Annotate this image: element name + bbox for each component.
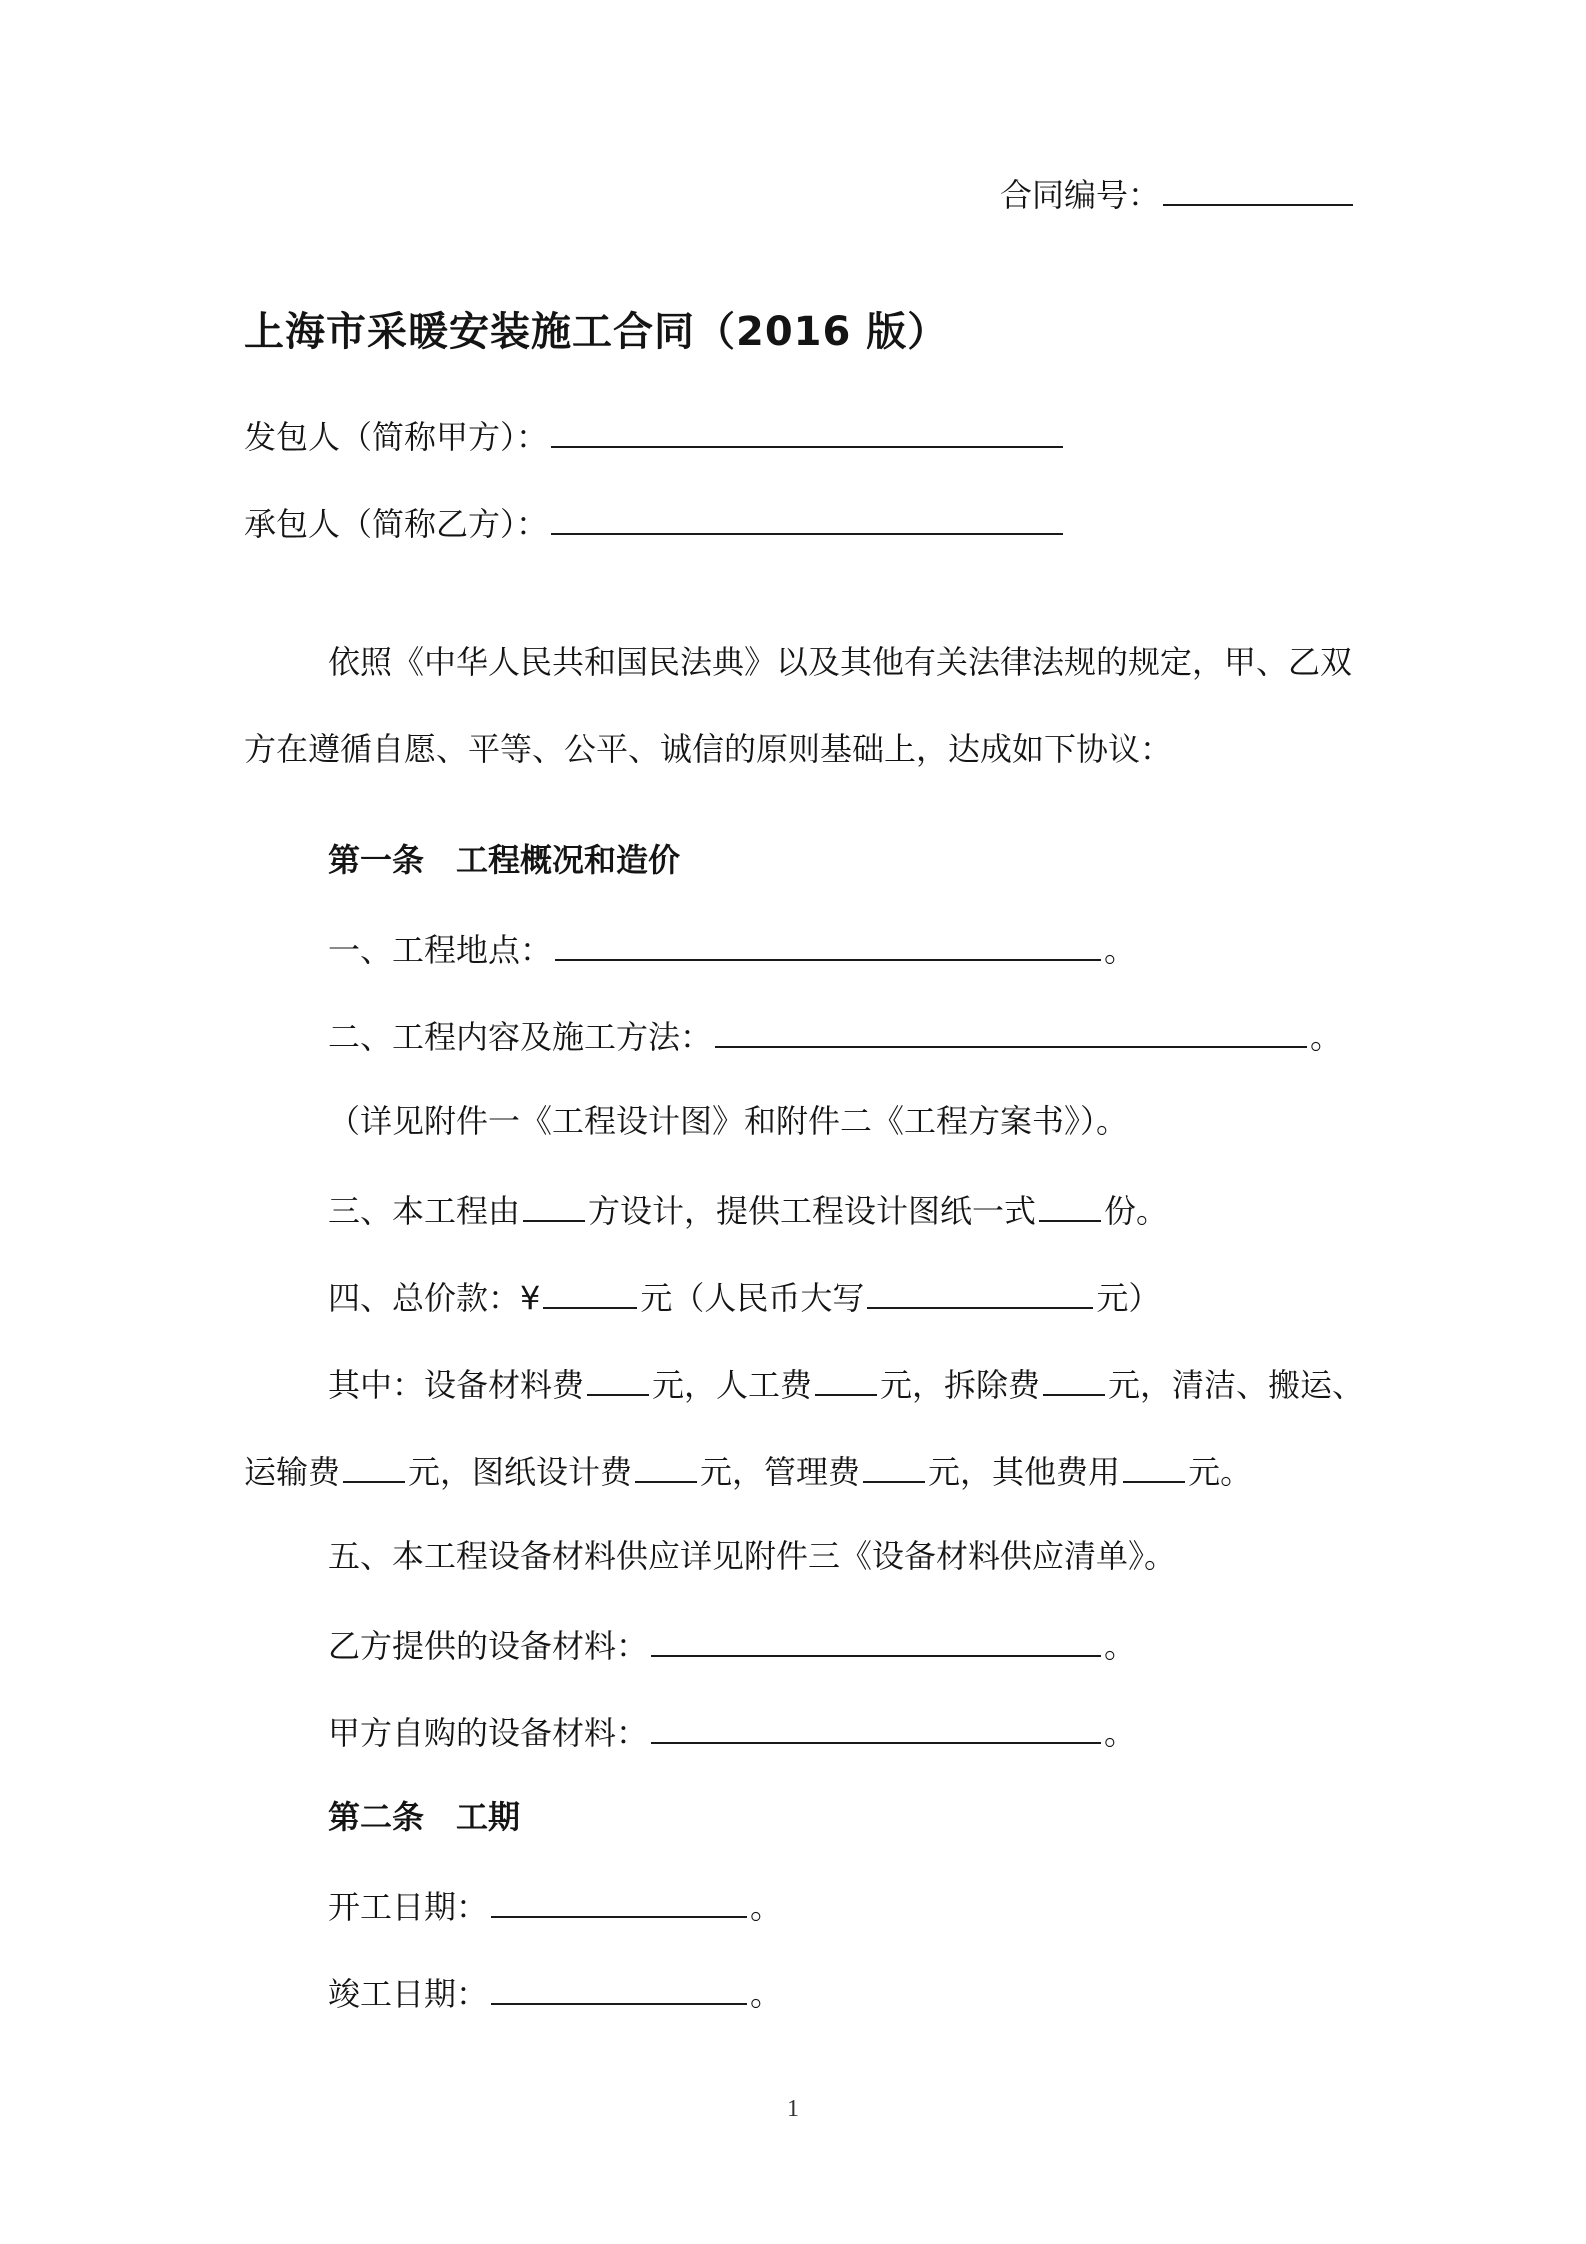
design-party-field[interactable] bbox=[523, 1186, 585, 1222]
content-label: 二、工程内容及施工方法： bbox=[328, 1018, 713, 1056]
management-fee-field[interactable] bbox=[863, 1447, 925, 1483]
party-b-field[interactable] bbox=[551, 499, 1063, 535]
total-price-field[interactable] bbox=[543, 1273, 637, 1309]
page-title: 上海市采暖安装施工合同（2016 版） bbox=[244, 309, 949, 355]
supply-note: 五、本工程设备材料供应详见附件三《设备材料供应清单》。 bbox=[328, 1537, 1177, 1575]
party-b-supply-label: 乙方提供的设备材料： bbox=[328, 1627, 649, 1665]
fees-row-1 bbox=[328, 1360, 1364, 1407]
design-row bbox=[328, 1186, 1168, 1233]
end-date-label: 竣工日期： bbox=[328, 1975, 489, 2013]
party-a-row bbox=[244, 412, 1066, 459]
period: 。 bbox=[1310, 1018, 1343, 1056]
fees2-label-a: 运输费 bbox=[244, 1453, 341, 1491]
fees-label-b: 元，人工费 bbox=[652, 1366, 813, 1404]
party-b-supply-field[interactable] bbox=[651, 1621, 1101, 1657]
period: 。 bbox=[750, 1888, 783, 1926]
article-1-heading: 第一条 工程概况和造价 bbox=[328, 841, 681, 879]
total-price-row bbox=[328, 1273, 1160, 1320]
other-fee-field[interactable] bbox=[1123, 1447, 1185, 1483]
design-fee-field[interactable] bbox=[635, 1447, 697, 1483]
contract-number-row bbox=[1000, 170, 1356, 217]
start-date-field[interactable] bbox=[491, 1882, 747, 1918]
fees-label-d: 元，清洁、搬运、 bbox=[1108, 1366, 1365, 1404]
total-price-label-b: 元（人民币大写 bbox=[640, 1279, 865, 1317]
design-label-c: 份。 bbox=[1104, 1192, 1169, 1230]
party-b-row bbox=[244, 499, 1066, 546]
end-date-field[interactable] bbox=[491, 1969, 747, 2005]
fees2-label-d: 元，其他费用 bbox=[928, 1453, 1121, 1491]
party-a-supply-row bbox=[328, 1708, 1136, 1755]
start-date-label: 开工日期： bbox=[328, 1888, 489, 1926]
preamble-line-1: 依照《中华人民共和国民法典》以及其他有关法律法规的规定，甲、乙双 bbox=[328, 643, 1353, 681]
labor-fee-field[interactable] bbox=[815, 1360, 877, 1396]
party-a-supply-field[interactable] bbox=[651, 1708, 1101, 1744]
contract-number-label: 合同编号： bbox=[1000, 176, 1161, 214]
content-field[interactable] bbox=[715, 1012, 1307, 1048]
fees-label-a: 其中：设备材料费 bbox=[328, 1366, 585, 1404]
total-price-words-field[interactable] bbox=[867, 1273, 1093, 1309]
party-a-field[interactable] bbox=[551, 412, 1063, 448]
period: 。 bbox=[1104, 1627, 1137, 1665]
location-row bbox=[328, 925, 1136, 972]
period: 。 bbox=[1104, 1714, 1137, 1752]
contract-number-field[interactable] bbox=[1163, 170, 1353, 206]
party-b-label: 承包人（简称乙方）： bbox=[244, 505, 549, 543]
demolition-fee-field[interactable] bbox=[1043, 1360, 1105, 1396]
party-a-supply-label: 甲方自购的设备材料： bbox=[328, 1714, 649, 1752]
equipment-fee-field[interactable] bbox=[587, 1360, 649, 1396]
article-2-heading: 第二条 工期 bbox=[328, 1798, 521, 1836]
location-label: 一、工程地点： bbox=[328, 931, 553, 969]
fees2-label-e: 元。 bbox=[1188, 1453, 1253, 1491]
drawing-copies-field[interactable] bbox=[1039, 1186, 1101, 1222]
total-price-label-a: 四、总价款：¥ bbox=[328, 1279, 541, 1317]
fees-label-c: 元，拆除费 bbox=[880, 1366, 1041, 1404]
party-b-supply-row bbox=[328, 1621, 1136, 1668]
design-label-a: 三、本工程由 bbox=[328, 1192, 521, 1230]
start-date-row bbox=[328, 1882, 782, 1929]
fees-row-2 bbox=[244, 1447, 1252, 1494]
fees2-label-c: 元，管理费 bbox=[700, 1453, 861, 1491]
page-number: 1 bbox=[787, 2096, 799, 2122]
design-label-b: 方设计，提供工程设计图纸一式 bbox=[588, 1192, 1037, 1230]
fees2-label-b: 元，图纸设计费 bbox=[408, 1453, 633, 1491]
content-note: （详见附件一《工程设计图》和附件二《工程方案书》）。 bbox=[328, 1102, 1129, 1140]
total-price-label-c: 元） bbox=[1096, 1279, 1161, 1317]
preamble-line-2: 方在遵循自愿、平等、公平、诚信的原则基础上，达成如下协议： bbox=[244, 730, 1173, 768]
period: 。 bbox=[1104, 931, 1137, 969]
content-row bbox=[328, 1012, 1342, 1059]
location-field[interactable] bbox=[555, 925, 1101, 961]
transport-fee-field[interactable] bbox=[343, 1447, 405, 1483]
party-a-label: 发包人（简称甲方）： bbox=[244, 418, 549, 456]
end-date-row bbox=[328, 1969, 782, 2016]
period: 。 bbox=[750, 1975, 783, 2013]
